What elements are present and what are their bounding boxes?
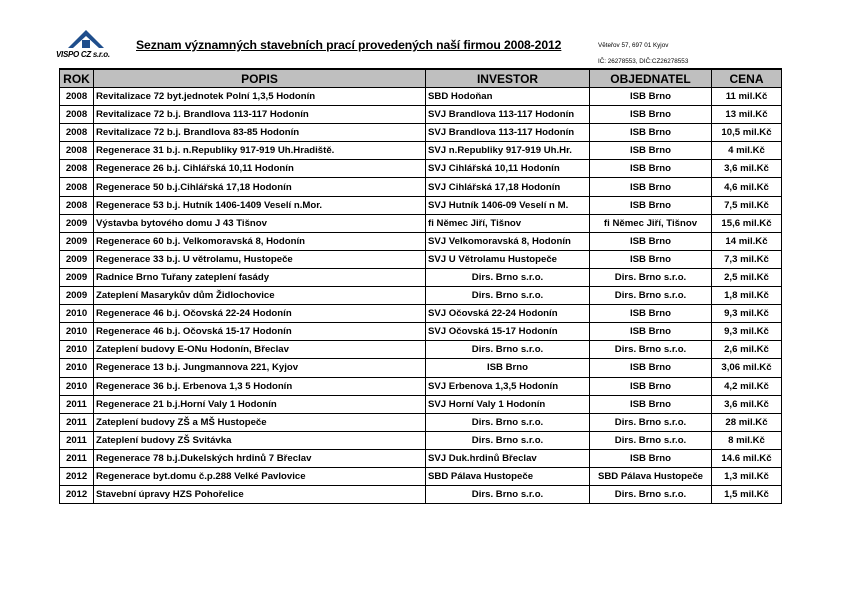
cell-popis: Revitalizace 72 byt.jednotek Polní 1,3,5 Hodonín bbox=[94, 88, 426, 106]
cell-popis: Radnice Brno Tuřany zateplení fasády bbox=[94, 268, 426, 286]
cell-objednatel: Dirs. Brno s.r.o. bbox=[590, 413, 712, 431]
cell-objednatel: Dirs. Brno s.r.o. bbox=[590, 431, 712, 449]
cell-investor: SVJ Cihlářská 17,18 Hodonín bbox=[426, 178, 590, 196]
cell-popis: Regenerace 31 b.j. n.Republiky 917-919 Uh.Hradiště. bbox=[94, 142, 426, 160]
cell-cena: 2,6 mil.Kč bbox=[712, 341, 782, 359]
cell-popis: Regenerace 13 b.j. Jungmannova 221, Kyjov bbox=[94, 359, 426, 377]
projects-table bbox=[59, 68, 782, 504]
cell-rok: 2008 bbox=[60, 196, 94, 214]
table-row bbox=[60, 413, 782, 431]
cell-objednatel: ISB Brno bbox=[590, 196, 712, 214]
cell-investor: Dirs. Brno s.r.o. bbox=[426, 486, 590, 504]
cell-objednatel: ISB Brno bbox=[590, 449, 712, 467]
table-row bbox=[60, 88, 782, 106]
cell-cena: 15,6 mil.Kč bbox=[712, 214, 782, 232]
table-row bbox=[60, 124, 782, 142]
cell-investor: SBD Pálava Hustopeče bbox=[426, 467, 590, 485]
cell-objednatel: ISB Brno bbox=[590, 323, 712, 341]
cell-investor: SVJ Brandlova 113-117 Hodonín bbox=[426, 106, 590, 124]
cell-popis: Revitalizace 72 b.j. Brandlova 113-117 Hodonín bbox=[94, 106, 426, 124]
table-row bbox=[60, 142, 782, 160]
table-row bbox=[60, 106, 782, 124]
cell-rok: 2008 bbox=[60, 178, 94, 196]
cell-rok: 2010 bbox=[60, 377, 94, 395]
cell-cena: 1,8 mil.Kč bbox=[712, 287, 782, 305]
cell-popis: Regenerace 53 b.j. Hutník 1406-1409 Veselí n.Mor. bbox=[94, 196, 426, 214]
cell-popis: Regenerace 26 b.j. Cihlářská 10,11 Hodonín bbox=[94, 160, 426, 178]
cell-rok: 2009 bbox=[60, 232, 94, 250]
cell-objednatel: ISB Brno bbox=[590, 142, 712, 160]
cell-rok: 2008 bbox=[60, 160, 94, 178]
cell-investor: SVJ n.Republiky 917-919 Uh.Hr. bbox=[426, 142, 590, 160]
cell-rok: 2011 bbox=[60, 395, 94, 413]
cell-rok: 2010 bbox=[60, 323, 94, 341]
cell-cena: 2,5 mil.Kč bbox=[712, 268, 782, 286]
cell-rok: 2011 bbox=[60, 413, 94, 431]
cell-investor: Dirs. Brno s.r.o. bbox=[426, 287, 590, 305]
cell-rok: 2011 bbox=[60, 431, 94, 449]
cell-cena: 28 mil.Kč bbox=[712, 413, 782, 431]
table-row bbox=[60, 287, 782, 305]
cell-cena: 9,3 mil.Kč bbox=[712, 323, 782, 341]
column-header-objednatel: OBJEDNATEL bbox=[590, 69, 712, 88]
cell-rok: 2009 bbox=[60, 250, 94, 268]
cell-objednatel: ISB Brno bbox=[590, 250, 712, 268]
cell-investor: SVJ Hutník 1406-09 Veselí n M. bbox=[426, 196, 590, 214]
cell-cena: 3,6 mil.Kč bbox=[712, 160, 782, 178]
cell-objednatel: fi Němec Jiří, Tišnov bbox=[590, 214, 712, 232]
cell-popis: Stavební úpravy HZS Pohořelice bbox=[94, 486, 426, 504]
cell-rok: 2008 bbox=[60, 142, 94, 160]
cell-cena: 3,6 mil.Kč bbox=[712, 395, 782, 413]
company-logo bbox=[56, 28, 116, 66]
table-row bbox=[60, 341, 782, 359]
column-header-cena: CENA bbox=[712, 69, 782, 88]
cell-popis: Zateplení budovy ZŠ Svitávka bbox=[94, 431, 426, 449]
cell-rok: 2008 bbox=[60, 124, 94, 142]
cell-popis: Zateplení Masarykův dům Židlochovice bbox=[94, 287, 426, 305]
cell-rok: 2008 bbox=[60, 106, 94, 124]
cell-investor: SVJ Brandlova 113-117 Hodonín bbox=[426, 124, 590, 142]
cell-investor: Dirs. Brno s.r.o. bbox=[426, 341, 590, 359]
table-row bbox=[60, 214, 782, 232]
cell-cena: 4 mil.Kč bbox=[712, 142, 782, 160]
cell-objednatel: ISB Brno bbox=[590, 305, 712, 323]
cell-cena: 4,2 mil.Kč bbox=[712, 377, 782, 395]
table-row bbox=[60, 395, 782, 413]
cell-investor: Dirs. Brno s.r.o. bbox=[426, 431, 590, 449]
cell-investor: Dirs. Brno s.r.o. bbox=[426, 268, 590, 286]
logo-text: VISPO CZ s.r.o. bbox=[56, 50, 110, 59]
cell-rok: 2010 bbox=[60, 341, 94, 359]
cell-objednatel: ISB Brno bbox=[590, 124, 712, 142]
cell-popis: Regenerace 78 b.j.Dukelských hrdinů 7 Břeclav bbox=[94, 449, 426, 467]
cell-objednatel: ISB Brno bbox=[590, 106, 712, 124]
cell-investor: SVJ Velkomoravská 8, Hodonín bbox=[426, 232, 590, 250]
cell-investor: SVJ Očovská 22-24 Hodonín bbox=[426, 305, 590, 323]
cell-popis: Regenerace 50 b.j.Cihlářská 17,18 Hodonín bbox=[94, 178, 426, 196]
cell-objednatel: ISB Brno bbox=[590, 160, 712, 178]
cell-cena: 10,5 mil.Kč bbox=[712, 124, 782, 142]
column-header-popis: POPIS bbox=[94, 69, 426, 88]
cell-objednatel: Dirs. Brno s.r.o. bbox=[590, 341, 712, 359]
cell-popis: Regenerace 46 b.j. Očovská 15-17 Hodonín bbox=[94, 323, 426, 341]
table-row bbox=[60, 377, 782, 395]
cell-investor: SVJ U Větrolamu Hustopeče bbox=[426, 250, 590, 268]
table-row bbox=[60, 449, 782, 467]
cell-rok: 2009 bbox=[60, 268, 94, 286]
cell-rok: 2009 bbox=[60, 214, 94, 232]
cell-cena: 11 mil.Kč bbox=[712, 88, 782, 106]
cell-rok: 2011 bbox=[60, 449, 94, 467]
cell-investor: SVJ Očovská 15-17 Hodonín bbox=[426, 323, 590, 341]
table-row bbox=[60, 268, 782, 286]
cell-objednatel: ISB Brno bbox=[590, 178, 712, 196]
cell-objednatel: ISB Brno bbox=[590, 377, 712, 395]
table-row bbox=[60, 431, 782, 449]
cell-cena: 1,3 mil.Kč bbox=[712, 467, 782, 485]
table-row bbox=[60, 250, 782, 268]
cell-investor: ISB Brno bbox=[426, 359, 590, 377]
table-row bbox=[60, 160, 782, 178]
cell-cena: 4,6 mil.Kč bbox=[712, 178, 782, 196]
cell-popis: Zateplení budovy E-ONu Hodonín, Břeclav bbox=[94, 341, 426, 359]
column-header-rok: ROK bbox=[60, 69, 94, 88]
cell-cena: 8 mil.Kč bbox=[712, 431, 782, 449]
cell-cena: 7,5 mil.Kč bbox=[712, 196, 782, 214]
table-row bbox=[60, 486, 782, 504]
cell-cena: 9,3 mil.Kč bbox=[712, 305, 782, 323]
cell-rok: 2012 bbox=[60, 467, 94, 485]
company-address: Vĕteřov 57, 697 01 Kyjov bbox=[598, 42, 669, 49]
cell-popis: Výstavba bytového domu J 43 Tišnov bbox=[94, 214, 426, 232]
cell-popis: Regenerace 46 b.j. Očovská 22-24 Hodonín bbox=[94, 305, 426, 323]
table-row bbox=[60, 359, 782, 377]
cell-rok: 2008 bbox=[60, 88, 94, 106]
cell-cena: 3,06 mil.Kč bbox=[712, 359, 782, 377]
cell-investor: SVJ Duk.hrdinů Břeclav bbox=[426, 449, 590, 467]
cell-objednatel: Dirs. Brno s.r.o. bbox=[590, 287, 712, 305]
table-row bbox=[60, 178, 782, 196]
table-row bbox=[60, 323, 782, 341]
cell-objednatel: ISB Brno bbox=[590, 232, 712, 250]
table-row bbox=[60, 467, 782, 485]
cell-investor: fi Němec Jiří, Tišnov bbox=[426, 214, 590, 232]
cell-investor: SVJ Cihlářská 10,11 Hodonín bbox=[426, 160, 590, 178]
cell-rok: 2009 bbox=[60, 287, 94, 305]
cell-investor: SVJ Horní Valy 1 Hodonín bbox=[426, 395, 590, 413]
cell-investor: SVJ Erbenova 1,3,5 Hodonín bbox=[426, 377, 590, 395]
page-title: Seznam významných stavebních prací provedených naší firmou 2008-2012 bbox=[136, 38, 562, 52]
cell-cena: 7,3 mil.Kč bbox=[712, 250, 782, 268]
cell-objednatel: ISB Brno bbox=[590, 359, 712, 377]
cell-popis: Regenerace 36 b.j. Erbenova 1,3 5 Hodonín bbox=[94, 377, 426, 395]
cell-objednatel: ISB Brno bbox=[590, 395, 712, 413]
table-row bbox=[60, 232, 782, 250]
cell-investor: SBD Hodoňan bbox=[426, 88, 590, 106]
cell-popis: Regenerace 60 b.j. Velkomoravská 8, Hodonín bbox=[94, 232, 426, 250]
company-ids: IČ: 26278553, DIČ:CZ26278553 bbox=[598, 58, 689, 65]
cell-popis: Revitalizace 72 b.j. Brandlova 83-85 Hodonín bbox=[94, 124, 426, 142]
table-row bbox=[60, 196, 782, 214]
cell-popis: Zateplení budovy ZŠ a MŠ Hustopeče bbox=[94, 413, 426, 431]
cell-objednatel: SBD Pálava Hustopeče bbox=[590, 467, 712, 485]
roof-icon bbox=[66, 28, 106, 50]
cell-cena: 1,5 mil.Kč bbox=[712, 486, 782, 504]
column-header-investor: INVESTOR bbox=[426, 69, 590, 88]
table-header-row bbox=[60, 69, 782, 88]
cell-cena: 14 mil.Kč bbox=[712, 232, 782, 250]
cell-cena: 13 mil.Kč bbox=[712, 106, 782, 124]
cell-objednatel: ISB Brno bbox=[590, 88, 712, 106]
cell-popis: Regenerace 33 b.j. U větrolamu, Hustopeče bbox=[94, 250, 426, 268]
table-row bbox=[60, 305, 782, 323]
cell-rok: 2010 bbox=[60, 305, 94, 323]
cell-cena: 14.6 mil.Kč bbox=[712, 449, 782, 467]
cell-investor: Dirs. Brno s.r.o. bbox=[426, 413, 590, 431]
cell-popis: Regenerace byt.domu č.p.288 Velké Pavlovice bbox=[94, 467, 426, 485]
cell-rok: 2010 bbox=[60, 359, 94, 377]
cell-objednatel: Dirs. Brno s.r.o. bbox=[590, 268, 712, 286]
cell-popis: Regenerace 21 b.j.Horní Valy 1 Hodonín bbox=[94, 395, 426, 413]
cell-rok: 2012 bbox=[60, 486, 94, 504]
cell-objednatel: Dirs. Brno s.r.o. bbox=[590, 486, 712, 504]
